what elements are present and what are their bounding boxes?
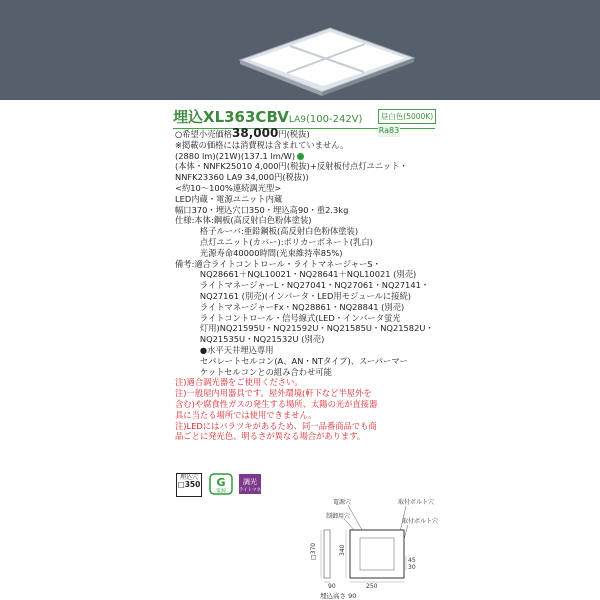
material-line: 仕様:本体:鋼板(高反射白色粉体塗装) <box>175 215 312 226</box>
dimming-type: <約10～100%連続調光型> <box>175 182 282 193</box>
label-signal-hole: 制御用穴 <box>326 513 351 520</box>
model-prefix: 埋込XL363CBV <box>173 108 289 126</box>
dimension-diagram <box>280 490 440 600</box>
note-line: NQ28661＋NQL10021・NQ28641＋NQL10021 (別売) <box>175 269 417 280</box>
embed-hole-icon <box>176 473 202 497</box>
material-line: 光源寿命40000時間(光束維持率85%) <box>175 247 343 258</box>
color-temperature-badge: 昼白色(5000K) <box>378 109 436 124</box>
embed-height: 埋込高さ 90 <box>320 592 357 600</box>
g-rank-sub: 電源 <box>215 488 227 495</box>
warning-line: 具に当たる場所では使用できません。 <box>175 409 317 420</box>
note-line: ●水平天井埋込専用 <box>175 344 274 355</box>
g-rank-icon <box>209 473 233 495</box>
dim-30: 30 <box>408 564 416 571</box>
dimming-label: 調光 <box>243 478 257 486</box>
warning-line: 注)一般屋内用器具です。屋外環境(軒下など半屋外を <box>175 388 372 399</box>
note-line: セパレートセルコン(A、AN・NTタイプ)、スーパーマー <box>175 355 408 366</box>
note-line: ライトマネージャーFx・NQ28861・NQ28841 (別売) <box>175 301 405 312</box>
led-icon <box>297 153 304 160</box>
price-label: ○希望小売価格 <box>175 129 233 139</box>
embed-hole-label: 埋込穴 <box>179 474 198 481</box>
built-in: LED内蔵・電源ユニット内蔵 <box>175 193 283 204</box>
spec-text <box>175 128 437 442</box>
dimming-sub: ライトマネ <box>238 488 262 493</box>
g-rank-label: G <box>216 476 226 489</box>
voltage: (100-242V) <box>306 114 363 125</box>
note-line: NQ27161 (別売)(インバータ・LED用モジュールに接続) <box>175 290 411 301</box>
dim-370: □370 <box>310 542 317 560</box>
note-line: ライトマネージャーL・NQ27041・NQ27061・NQ27141・ <box>175 280 430 291</box>
note-line: ケットセルコンとの組み合わせ可能 <box>175 366 332 377</box>
body-price: (本体・NNFK25010 4,000円(税抜)+反射板付点灯ユニット・ <box>175 161 408 172</box>
model-suffix: LA9 <box>288 115 306 125</box>
price-line <box>175 128 437 140</box>
price-unit: 円(税抜) <box>278 129 310 139</box>
label-power-hole: 電源穴 <box>333 499 352 506</box>
material-line: 格子ルーバ:亜鉛鋼板(高反射白色粉体塗装) <box>175 226 359 237</box>
product-photo <box>0 0 600 100</box>
material-line: 点灯ユニット(カバー):ポリカーボネート(乳白) <box>175 236 373 247</box>
dimming-icon <box>238 473 262 495</box>
price-value: 38,000 <box>232 126 279 140</box>
warning-line: 品ごとに発光色、明るさが異なる場合があります。 <box>175 431 366 442</box>
ra-badge: Ra83 <box>378 126 400 135</box>
dim-250: 250 <box>366 583 378 590</box>
dim-90: 90 <box>328 583 336 590</box>
side-profile <box>324 530 330 578</box>
fixture-illustration <box>0 0 600 100</box>
unit-price: NNFK23360 LA9 34,000円(税抜)) <box>175 172 309 183</box>
warning-line: 含む)や腐食性ガスの発生する場所、太陽の光が直接器 <box>175 398 378 409</box>
dim-45: 45 <box>408 557 416 564</box>
note-line: 備考:適合ライトコントロール・ライトマネージャーS・ <box>175 258 381 269</box>
note-line: NQ21535U・NQ21532U (別売) <box>175 334 325 345</box>
performance: (2880 lm)(21W)(137.1 lm/W) <box>175 151 437 162</box>
dimensions: 幅口370・埋込穴口350・埋込高90・重2.3kg <box>175 204 349 215</box>
note-line: 灯用)NQ21595U・NQ21592U・NQ21585U・NQ21582U・ <box>175 323 434 334</box>
warning-line: 注)適合調光器をご使用ください。 <box>175 377 303 388</box>
top-view-box <box>350 530 404 578</box>
warning-line: 注)LEDにはバラツキがあるため、同一品番商品でも商 <box>175 420 377 431</box>
note-line: ライトコントロール・信号線式(LED・インバータ蛍光 <box>175 312 401 323</box>
label-bolt-right: 取付ボルト穴 <box>402 518 439 525</box>
label-bolt-top: 取付ボルト穴 <box>398 499 435 506</box>
dim-340: 340 <box>339 544 346 556</box>
embed-hole-value: □350 <box>177 480 201 489</box>
price-note: ※掲載の価格には消費税は含まれていません。 <box>175 139 349 150</box>
